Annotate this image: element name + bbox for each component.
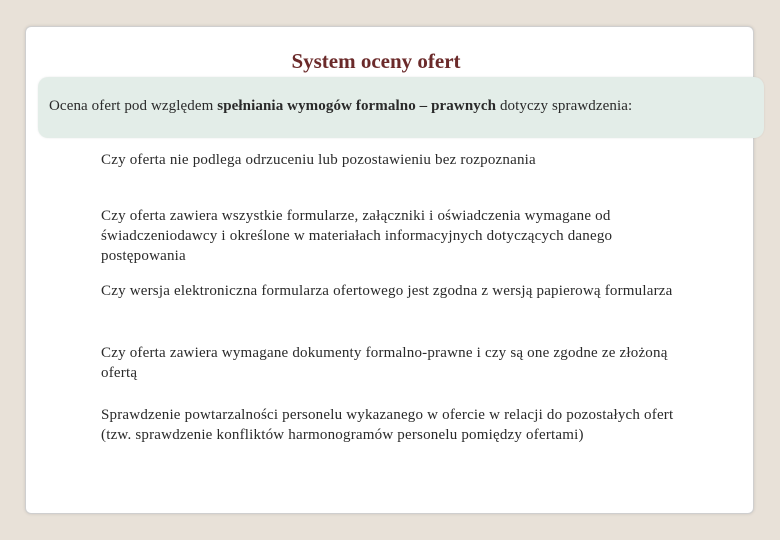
criterion-item-5: Sprawdzenie powtarzalności personelu wykazanego w ofercie w relacji do pozostałych ofert (tzw. sprawdzenie konfliktów harmonogramów personelu pomiędzy ofertami) xyxy=(101,407,674,443)
criterion-item-3: Czy wersja elektroniczna formularza ofertowego jest zgodna z wersją papierową formularza xyxy=(101,283,673,299)
criterion-item-1: Czy oferta nie podlega odrzuceniu lub pozostawieniu bez rozpoznania xyxy=(101,152,536,168)
intro-suffix: dotyczy sprawdzenia: xyxy=(496,98,633,114)
criterion-item-2: Czy oferta zawiera wszystkie formularze, załączniki i oświadczenia wymagane od świadczeniodawcy i określone w materiałach informacyjnych dotyczących danego postępowania xyxy=(101,208,613,264)
criterion-item-4: Czy oferta zawiera wymagane dokumenty formalno-prawne i czy są one zgodne ze złożoną ofertą xyxy=(101,345,668,381)
slide-title: System oceny ofert xyxy=(291,49,461,73)
intro-prefix: Ocena ofert pod względem xyxy=(49,98,218,114)
intro-bold: spełniania wymogów formalno – prawnych xyxy=(217,98,497,114)
intro-text xyxy=(49,98,632,115)
